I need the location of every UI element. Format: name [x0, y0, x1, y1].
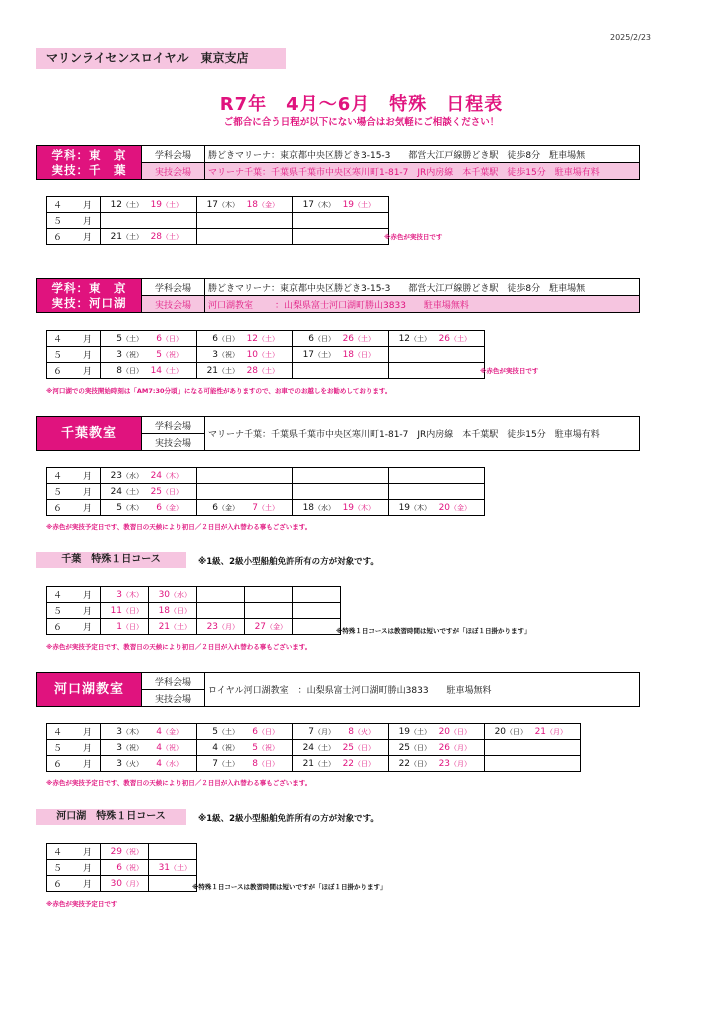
day-practical: 6（祝）	[116, 862, 144, 873]
table-row	[47, 347, 485, 363]
sec2-note2: ※河口湖での実技開始時刻は「AM7:30分頃」になる可能性がありますので、お車でのお越しをお勧めしております。	[46, 387, 392, 395]
date-cell	[293, 197, 389, 213]
day-practical: 12（土）	[246, 333, 280, 344]
table-row	[47, 860, 197, 876]
month-cell: ４ 月	[47, 724, 101, 740]
month-cell: ４ 月	[47, 587, 101, 603]
date-cell	[101, 331, 197, 347]
day-practical: 5（祝）	[252, 742, 280, 753]
day-first: 5（木）	[116, 502, 144, 513]
day-first: 17（土）	[302, 349, 336, 360]
date-cell	[389, 484, 485, 500]
sec1-header	[36, 145, 640, 180]
date-cell	[197, 484, 293, 500]
month-cell: ５ 月	[47, 484, 101, 500]
date-cell	[197, 363, 293, 379]
date-cell	[101, 468, 197, 484]
month-cell: ６ 月	[47, 229, 101, 245]
day-first: 5（土）	[212, 726, 240, 737]
day-practical: 8（火）	[348, 726, 376, 737]
sec5-note: ※赤色が実技予定日です、教習日の天候により初日／２日目が入れ替わる事もございます。	[46, 779, 312, 787]
date-cell	[245, 587, 293, 603]
day-first: 19（木）	[398, 502, 432, 513]
day-first: 22（日）	[398, 758, 432, 769]
date-cell	[293, 331, 389, 347]
month-cell: ５ 月	[47, 213, 101, 229]
sec3-venue: マリーナ千葉：千葉県千葉市中央区寒川町1-81-7 JR内房線 本千葉駅 徒歩15分 駐車場有料	[205, 417, 640, 451]
month-cell: ６ 月	[47, 363, 101, 379]
sec2-note: ※赤色が実技日です	[480, 367, 539, 375]
day-first: 8（日）	[116, 365, 144, 376]
day-first: 6（日）	[212, 333, 240, 344]
sec3-note: ※赤色が実技予定日です、教習日の天候により初日／２日目が入れ替わる事もございます。	[46, 523, 312, 531]
table-row	[47, 724, 581, 740]
day-first: 24（土）	[302, 742, 336, 753]
date-cell	[485, 740, 581, 756]
day-first: 4（祝）	[212, 742, 240, 753]
table-row	[47, 876, 197, 892]
date-cell	[293, 619, 341, 635]
sec1-note: ※赤色が実技日です	[384, 233, 443, 241]
month-cell: ４ 月	[47, 197, 101, 213]
day-first: 12（土）	[398, 333, 432, 344]
day-practical: 25（日）	[150, 486, 184, 497]
sec1-schedule	[46, 196, 389, 245]
month-cell: ４ 月	[47, 331, 101, 347]
day-practical: 4（水）	[156, 758, 184, 769]
date-cell	[101, 756, 197, 772]
day-practical: 7（土）	[252, 502, 280, 513]
table-row	[47, 213, 389, 229]
sec5-schedule	[46, 723, 581, 772]
day-first: 25（日）	[398, 742, 432, 753]
table-row	[47, 197, 389, 213]
day-first: 17（木）	[302, 199, 336, 210]
table-row	[47, 363, 485, 379]
day-first: 5（土）	[116, 333, 144, 344]
date-cell	[101, 363, 197, 379]
sec1-kind2: 実技会場	[142, 163, 205, 180]
sec6-target: ※1級、2級小型船舶免許所有の方が対象です。	[198, 814, 379, 824]
table-row	[47, 468, 485, 484]
sec3-schedule	[46, 467, 485, 516]
day-practical: 10（土）	[246, 349, 280, 360]
month-cell: ５ 月	[47, 740, 101, 756]
date-cell	[293, 756, 389, 772]
date-cell	[101, 619, 149, 635]
date-cell	[389, 500, 485, 516]
day-practical: 5（祝）	[156, 349, 184, 360]
day-first: 3（祝）	[212, 349, 240, 360]
month-cell: ５ 月	[47, 347, 101, 363]
day-practical: 6（日）	[252, 726, 280, 737]
day-practical: 28（土）	[150, 231, 184, 242]
date-cell	[197, 724, 293, 740]
day-first: 18（水）	[302, 502, 336, 513]
date-cell	[101, 860, 149, 876]
sec3-label: 千葉教室	[37, 417, 142, 451]
day-first: 21（土）	[302, 758, 336, 769]
date-cell	[293, 603, 341, 619]
date-cell	[293, 229, 389, 245]
sec4-course-title: 千葉 特殊１日コース	[36, 552, 186, 568]
sec3-kind1: 学科会場	[142, 417, 205, 434]
day-first: 24（土）	[110, 486, 144, 497]
day-practical: 8（日）	[252, 758, 280, 769]
date-cell	[293, 740, 389, 756]
date-cell	[197, 331, 293, 347]
date-cell	[101, 876, 149, 892]
table-row	[47, 587, 341, 603]
day-first: 3（祝）	[116, 349, 144, 360]
date-cell	[197, 229, 293, 245]
sec3-kind2: 実技会場	[142, 434, 205, 451]
table-row	[47, 500, 485, 516]
day-first: 23（水）	[110, 470, 144, 481]
day-practical: 4（祝）	[156, 742, 184, 753]
date-cell	[197, 468, 293, 484]
day-practical: 23（月）	[206, 621, 240, 632]
sec4-schedule	[46, 586, 341, 635]
month-cell: ６ 月	[47, 756, 101, 772]
date-cell	[389, 468, 485, 484]
date-cell	[389, 740, 485, 756]
date-cell	[293, 724, 389, 740]
date-cell	[293, 484, 389, 500]
date-cell	[245, 603, 293, 619]
sec5-venue: ロイヤル河口湖教室 ：山梨県富士河口湖町勝山3833 駐車場無料	[205, 673, 640, 707]
company-name: マリンライセンスロイヤル 東京支店	[36, 48, 286, 69]
day-practical: 26（土）	[342, 333, 376, 344]
sec4-note: ※赤色が実技予定日です、教習日の天候により初日／２日目が入れ替わる事もございます。	[46, 643, 312, 651]
date-cell	[101, 587, 149, 603]
sec5-kind1: 学科会場	[142, 673, 205, 690]
sec2-venue1: 勝どきマリーナ：東京都中央区勝どき3-15-3 都営大江戸線勝どき駅 徒歩8分 駐車場無	[205, 279, 640, 296]
day-practical: 31（土）	[158, 862, 192, 873]
sec2-kind2: 実技会場	[142, 296, 205, 313]
sec6-schedule	[46, 843, 197, 892]
day-practical: 14（土）	[150, 365, 184, 376]
sec6-course-title: 河口湖 特殊１日コース	[36, 809, 186, 825]
day-first: 12（土）	[110, 199, 144, 210]
day-practical: 22（日）	[342, 758, 376, 769]
day-practical: 30（月）	[110, 878, 144, 889]
day-first: 3（火）	[116, 758, 144, 769]
day-first: 19（土）	[398, 726, 432, 737]
day-practical: 30（水）	[158, 589, 192, 600]
day-practical: 19（土）	[342, 199, 376, 210]
date-cell	[101, 347, 197, 363]
day-practical: 25（日）	[342, 742, 376, 753]
day-first: 20（日）	[494, 726, 528, 737]
month-cell: ６ 月	[47, 619, 101, 635]
date-cell	[101, 500, 197, 516]
day-first: 17（木）	[206, 199, 240, 210]
date-cell	[197, 619, 245, 635]
sec1-venue1: 勝どきマリーナ：東京都中央区勝どき3-15-3 都営大江戸線勝どき駅 徒歩8分 駐車場無	[205, 146, 640, 163]
day-first: 3（祝）	[116, 742, 144, 753]
date-cell	[101, 740, 197, 756]
page-title: R7年 4月～6月 特殊 日程表	[219, 94, 504, 115]
day-first: 7（土）	[212, 758, 240, 769]
day-practical: 20（日）	[438, 726, 472, 737]
sec1-label: 学科：東 京 実技：千 葉	[37, 146, 142, 180]
date-cell	[293, 468, 389, 484]
date-cell	[293, 213, 389, 229]
sec4-target: ※1級、2級小型船舶免許所有の方が対象です。	[198, 557, 379, 567]
date-cell	[293, 587, 341, 603]
day-first: 6（金）	[212, 502, 240, 513]
month-cell: ４ 月	[47, 468, 101, 484]
date-cell	[197, 197, 293, 213]
day-practical: 18（日）	[342, 349, 376, 360]
date-cell	[197, 500, 293, 516]
date-cell	[101, 724, 197, 740]
day-first: 21（土）	[206, 365, 240, 376]
date-cell	[149, 587, 197, 603]
date-cell	[389, 756, 485, 772]
day-practical: 27（金）	[254, 621, 288, 632]
sec6-note: ※赤色が実技予定日です	[46, 900, 118, 908]
sec4-side-note: ※特殊１日コースは教習時間は短いですが「ほぼ１日掛かります」	[336, 627, 531, 635]
table-row	[47, 844, 197, 860]
date-cell	[197, 756, 293, 772]
table-row	[47, 484, 485, 500]
issue-date: 2025/2/23	[610, 33, 652, 42]
table-row	[47, 740, 581, 756]
date-cell	[149, 844, 197, 860]
date-cell	[101, 197, 197, 213]
month-cell: ６ 月	[47, 876, 101, 892]
date-cell	[389, 331, 485, 347]
day-practical: 29（祝）	[110, 846, 144, 857]
day-first: 3（木）	[116, 726, 144, 737]
date-cell	[101, 213, 197, 229]
month-cell: ６ 月	[47, 500, 101, 516]
sec6-side-note: ※特殊１日コースは教習時間は短いですが「ほぼ１日掛かります」	[192, 883, 387, 891]
date-cell	[197, 603, 245, 619]
day-practical: 18（金）	[246, 199, 280, 210]
table-row	[47, 756, 581, 772]
day-practical: 18（日）	[158, 605, 192, 616]
sec2-venue2: 河口湖教室 ：山梨県富士河口湖町勝山3833 駐車場無料	[205, 296, 640, 313]
date-cell	[101, 484, 197, 500]
date-cell	[149, 603, 197, 619]
date-cell	[101, 844, 149, 860]
day-practical: 6（金）	[156, 502, 184, 513]
month-cell: ５ 月	[47, 860, 101, 876]
sec1-kind1: 学科会場	[142, 146, 205, 163]
day-practical: 19（土）	[150, 199, 184, 210]
date-cell	[389, 347, 485, 363]
date-cell	[149, 619, 197, 635]
table-row	[47, 229, 389, 245]
day-practical: 24（木）	[150, 470, 184, 481]
day-practical: 21（土）	[158, 621, 192, 632]
day-practical: 19（木）	[342, 502, 376, 513]
day-practical: 26（土）	[438, 333, 472, 344]
day-practical: 3（木）	[116, 589, 144, 600]
table-row	[47, 331, 485, 347]
date-cell	[101, 229, 197, 245]
day-practical: 6（日）	[156, 333, 184, 344]
table-row	[47, 619, 341, 635]
month-cell: ５ 月	[47, 603, 101, 619]
date-cell	[245, 619, 293, 635]
day-practical: 26（月）	[438, 742, 472, 753]
sec5-kind2: 実技会場	[142, 690, 205, 707]
date-cell	[389, 363, 485, 379]
date-cell	[389, 724, 485, 740]
month-cell: ４ 月	[47, 844, 101, 860]
date-cell	[485, 756, 581, 772]
day-first: 21（土）	[110, 231, 144, 242]
date-cell	[149, 860, 197, 876]
sec2-header	[36, 278, 640, 313]
date-cell	[293, 363, 389, 379]
date-cell	[197, 740, 293, 756]
sec5-label: 河口湖教室	[37, 673, 142, 707]
day-first: 7（月）	[308, 726, 336, 737]
date-cell	[197, 587, 245, 603]
date-cell	[293, 500, 389, 516]
sec1-venue2: マリーナ千葉：千葉県千葉市中央区寒川町1-81-7 JR内房線 本千葉駅 徒歩15分 駐車場有料	[205, 163, 640, 180]
date-cell	[197, 347, 293, 363]
date-cell	[101, 603, 149, 619]
day-practical: 21（月）	[534, 726, 568, 737]
day-first: 6（日）	[308, 333, 336, 344]
day-practical: 28（土）	[246, 365, 280, 376]
day-practical: 20（金）	[438, 502, 472, 513]
sec2-label: 学科：東 京 実技：河口湖	[37, 279, 142, 313]
day-practical: 23（月）	[438, 758, 472, 769]
date-cell	[485, 724, 581, 740]
day-practical: 11（日）	[110, 605, 144, 616]
table-row	[47, 603, 341, 619]
day-practical: 4（金）	[156, 726, 184, 737]
sec2-kind1: 学科会場	[142, 279, 205, 296]
day-practical: 1（日）	[116, 621, 144, 632]
date-cell	[293, 347, 389, 363]
page-subtitle: ご都合に合う日程が以下にない場合はお気軽にご相談ください！	[223, 117, 500, 128]
sec2-schedule	[46, 330, 485, 379]
date-cell	[197, 213, 293, 229]
sec3-header	[36, 416, 640, 451]
date-cell	[149, 876, 197, 892]
sec5-header	[36, 672, 640, 707]
